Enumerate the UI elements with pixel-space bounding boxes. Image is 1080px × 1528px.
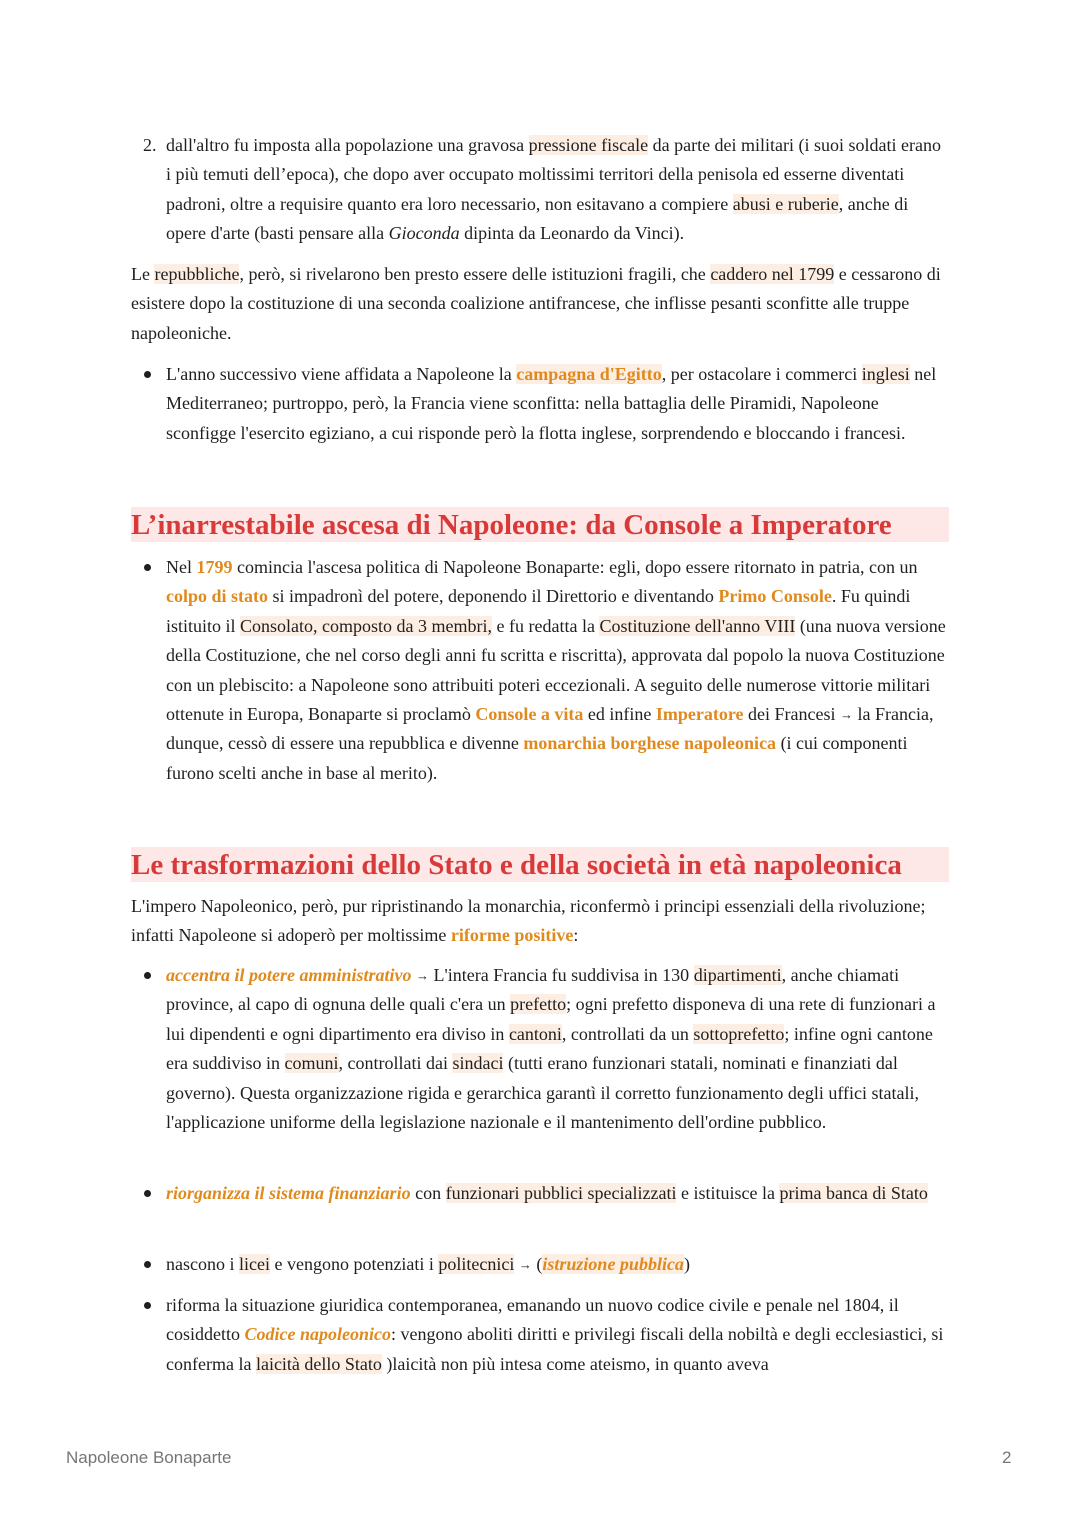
highlight: licei bbox=[238, 1254, 270, 1274]
list-item: nascono i licei e vengono potenziati i politecnici → (istruzione pubblica) bbox=[131, 1250, 949, 1279]
repubbliche-paragraph: Le repubbliche, però, si rivelarono ben presto essere delle istituzioni fragili, che caddero nel 1799 e cessarono di esistere dopo la costituzione di una seconda coalizione antifrancese, che inflisse pesanti sconfitte alle truppe napoleoniche. bbox=[131, 264, 941, 343]
highlight: Consolato, composto da 3 membri, bbox=[240, 615, 492, 636]
highlight: Imperatore bbox=[655, 704, 744, 725]
highlight: laicità dello Stato bbox=[255, 1353, 382, 1374]
list-item: accentra il potere amministrativo → L'intera Francia fu suddivisa in 130 dipartimenti, anche chiamati province, al capo di ognuna delle quali c'era un prefetto; ogni prefetto disponeva di una rete di funzionari a lui dipendenti e ogni dipartimento era diviso in cantoni, controllati da un sottoprefetto; infine ogni cantone era suddiviso in comuni, controllati dai sindaci (tutti erano funzionari statali, nominati e finanziati dal governo). Questa organizzazione rigida e gerarchica garantì il corretto funzionamento degli uffici statali, l'applicazione uniforme della legislazione nazionale e il mantenimento dell'ordine pubblico. bbox=[131, 961, 949, 1137]
arrow-right-icon: → bbox=[416, 968, 429, 983]
intro-numbered-list bbox=[131, 131, 949, 249]
highlight: repubbliche bbox=[154, 264, 240, 284]
highlight: cantoni bbox=[508, 1023, 562, 1044]
riforme-list-4 bbox=[131, 1291, 949, 1379]
list-item: riforma la situazione giuridica contemporanea, emanando un nuovo codice civile e penale nel 1804, il cosiddetto Codice napoleonico: vengono aboliti diritti e privilegi fiscali della nobiltà e degli ecclesiastici, si conferma la laicità dello Stato )laicità non più intesa come ateismo, in quanto aveva bbox=[131, 1291, 949, 1379]
highlight: politecnici bbox=[438, 1254, 515, 1274]
italic-term: Gioconda bbox=[388, 223, 460, 244]
highlight: funzionari pubblici specializzati bbox=[445, 1183, 677, 1203]
highlight: monarchia borghese napoleonica bbox=[523, 733, 777, 754]
riforme-list-2 bbox=[131, 1179, 949, 1208]
highlight: prefetto bbox=[510, 994, 567, 1015]
highlight: istruzione pubblica bbox=[542, 1254, 684, 1274]
section-heading-trasformazioni: Le trasformazioni dello Stato e della società in età napoleonica bbox=[131, 847, 949, 882]
highlight: sindaci bbox=[452, 1053, 504, 1074]
egitto-list bbox=[131, 360, 949, 448]
list-item: L'anno successivo viene affidata a Napoleone la campagna d'Egitto, per ostacolare i commerci inglesi nel Mediterraneo; purtroppo, però, la Francia viene sconfitta: nella battaglia delle Piramidi, Napoleone sconfigge l'esercito egiziano, a cui risponde però la flotta inglese, sorprendendo e bloccando i francesi. bbox=[131, 360, 949, 448]
highlight: campagna d'Egitto bbox=[516, 364, 662, 384]
arrow-right-icon: → bbox=[518, 1257, 532, 1272]
highlight: caddero nel 1799 bbox=[710, 264, 835, 284]
highlight: Console a vita bbox=[475, 704, 584, 725]
highlight: riorganizza il sistema finanziario bbox=[166, 1183, 411, 1203]
highlight: inglesi bbox=[861, 364, 910, 384]
ascesa-list bbox=[131, 553, 949, 788]
highlight: Costituzione dell'anno VIII bbox=[599, 615, 796, 636]
arrow-right-icon: → bbox=[840, 707, 854, 723]
highlight: prima banca di Stato bbox=[779, 1183, 928, 1203]
highlight: colpo di stato bbox=[166, 586, 269, 607]
highlight: Primo Console bbox=[718, 586, 832, 607]
highlight: sottoprefetto bbox=[693, 1023, 785, 1044]
trasformazioni-intro: L'impero Napoleonico, però, pur ripristinando la monarchia, riconfermò i principi essenziali della rivoluzione; infatti Napoleone si adoperò per moltissime riforme positive: bbox=[131, 896, 926, 946]
list-number: 2. bbox=[143, 135, 157, 155]
highlight: riforme positive bbox=[450, 925, 574, 946]
riforme-list-1 bbox=[131, 961, 949, 1137]
list-item: Nel 1799 comincia l'ascesa politica di Napoleone Bonaparte: egli, dopo essere ritornato in patria, con un colpo di stato si impadronì del potere, deponendo il Direttorio e diventando Primo Console. Fu quindi istituito il Consolato, composto da 3 membri, e fu redatta la Costituzione dell'anno VIII (una nuova versione della Costituzione, che nel corso degli anni fu scritta e riscritta), approvata dal popolo la nuova Costituzione con un plebiscito: a Napoleone sono attribuiti poteri eccezionali. A seguito delle numerose vittorie militari ottenute in Europa, Bonaparte si proclamò Console a vita ed infine Imperatore dei Francesi → la Francia, dunque, cessò di essere una repubblica e divenne monarchia borghese napoleonica (i cui componenti furono scelti anche in base al merito). bbox=[131, 553, 949, 788]
highlight: 1799 bbox=[196, 557, 233, 577]
list-item: riorganizza il sistema finanziario con funzionari pubblici specializzati e istituisce la prima banca di Stato bbox=[131, 1179, 949, 1208]
highlight: abusi e ruberie bbox=[732, 193, 839, 214]
riforme-list-3 bbox=[131, 1250, 949, 1279]
highlight: Codice napoleonico bbox=[244, 1324, 391, 1345]
highlight: pressione fiscale bbox=[528, 135, 649, 155]
highlight: comuni bbox=[284, 1053, 339, 1074]
highlight: accentra il potere amministrativo bbox=[166, 965, 412, 985]
page-number: 2 bbox=[1002, 1448, 1012, 1467]
footer-title: Napoleone Bonaparte bbox=[66, 1448, 232, 1467]
list-item: 2. dall'altro fu imposta alla popolazione una gravosa pressione fiscale da parte dei militari (i suoi soldati erano i più temuti dell’epoca), che dopo aver occupato moltissimi territori della penisola ed esserne diventati padroni, oltre a requisire quanto era loro necessario, non esitavano a compiere abusi e ruberie, anche di opere d'arte (basti pensare alla Gioconda dipinta da Leonardo da Vinci). bbox=[131, 131, 949, 249]
highlight: dipartimenti bbox=[693, 965, 782, 985]
section-heading-ascesa: L’inarrestabile ascesa di Napoleone: da Console a Imperatore bbox=[131, 507, 949, 542]
